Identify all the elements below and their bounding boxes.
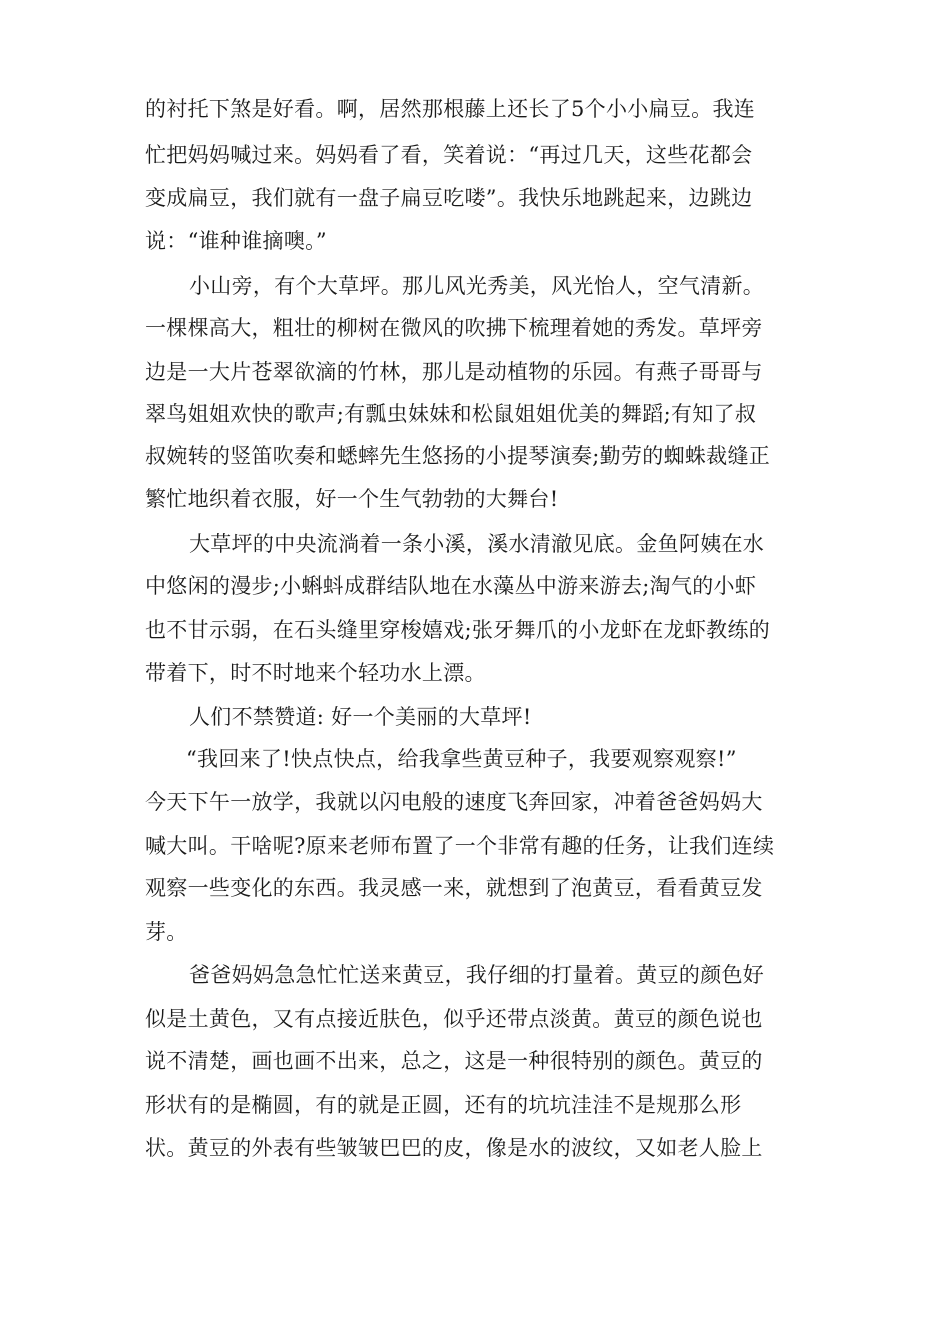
text-line: 芽。 [145, 920, 188, 944]
text-line: 忙把妈妈喊过来。妈妈看了看，笑着说：“再过几天，这些花都会 [145, 143, 753, 167]
text-line: 今天下午一放学，我就以闪电般的速度飞奔回家，冲着爸爸妈妈大 [145, 790, 763, 814]
paragraph-start-line: 人们不禁赞道: 好一个美丽的大草坪! [189, 705, 532, 729]
text-line: 翠鸟姐姐欢快的歌声;有瓢虫妹妹和松鼠姐姐优美的舞蹈;有知了叔 [145, 402, 757, 426]
text-line: 繁忙地织着衣服，好一个生气勃勃的大舞台! [145, 487, 559, 511]
text-line: 喊大叫。干啥呢?原来老师布置了一个非常有趣的任务，让我们连续 [145, 834, 775, 858]
text-line: 说：“谁种谁摘噢。” [145, 229, 327, 253]
text-line: 的衬托下煞是好看。啊，居然那根藤上还长了5个小小扁豆。我连 [145, 97, 756, 121]
text-line: 观察一些变化的东西。我灵感一来，就想到了泡黄豆，看看黄豆发 [145, 876, 763, 900]
text-line: 中悠闲的漫步;小蝌蚪成群结队地在水藻丛中游来游去;淘气的小虾 [145, 574, 757, 598]
paragraph-start-line: 大草坪的中央流淌着一条小溪，溪水清澈见底。金鱼阿姨在水 [189, 532, 765, 556]
text-line: 一棵棵高大，粗壮的柳树在微风的吹拂下梳理着她的秀发。草坪旁 [145, 316, 763, 340]
text-line: 变成扁豆，我们就有一盘子扁豆吃喽”。我快乐地跳起来，边跳边 [145, 186, 753, 210]
text-line: 边是一大片苍翠欲滴的竹林，那儿是动植物的乐园。有燕子哥哥与 [145, 360, 763, 384]
paragraph-start-line: 小山旁，有个大草坪。那儿风光秀美，风光怡人，空气清新。 [189, 274, 765, 298]
text-line: 似是土黄色，又有点接近肤色，似乎还带点淡黄。黄豆的颜色说也 [145, 1007, 763, 1031]
text-line: 带着下，时不时地来个轻功水上漂。 [145, 661, 486, 685]
paragraph-start-line: “我回来了!快点快点，给我拿些黄豆种子，我要观察观察!” [186, 747, 737, 771]
text-line: 形状有的是椭圆，有的就是正圆，还有的坑坑洼洼不是规那么形 [145, 1093, 742, 1117]
text-line: 说不清楚，画也画不出来，总之，这是一种很特别的颜色。黄豆的 [145, 1049, 763, 1073]
text-line: 状。黄豆的外表有些皱皱巴巴的皮，像是水的波纹，又如老人脸上 [145, 1136, 763, 1160]
text-line: 也不甘示弱，在石头缝里穿梭嬉戏;张牙舞爪的小龙虾在龙虾教练的 [145, 618, 771, 642]
paragraph-start-line: 爸爸妈妈急急忙忙送来黄豆，我仔细的打量着。黄豆的颜色好 [189, 963, 765, 987]
text-line: 叔婉转的竖笛吹奏和蟋蟀先生悠扬的小提琴演奏;勤劳的蜘蛛裁缝正 [145, 444, 771, 468]
